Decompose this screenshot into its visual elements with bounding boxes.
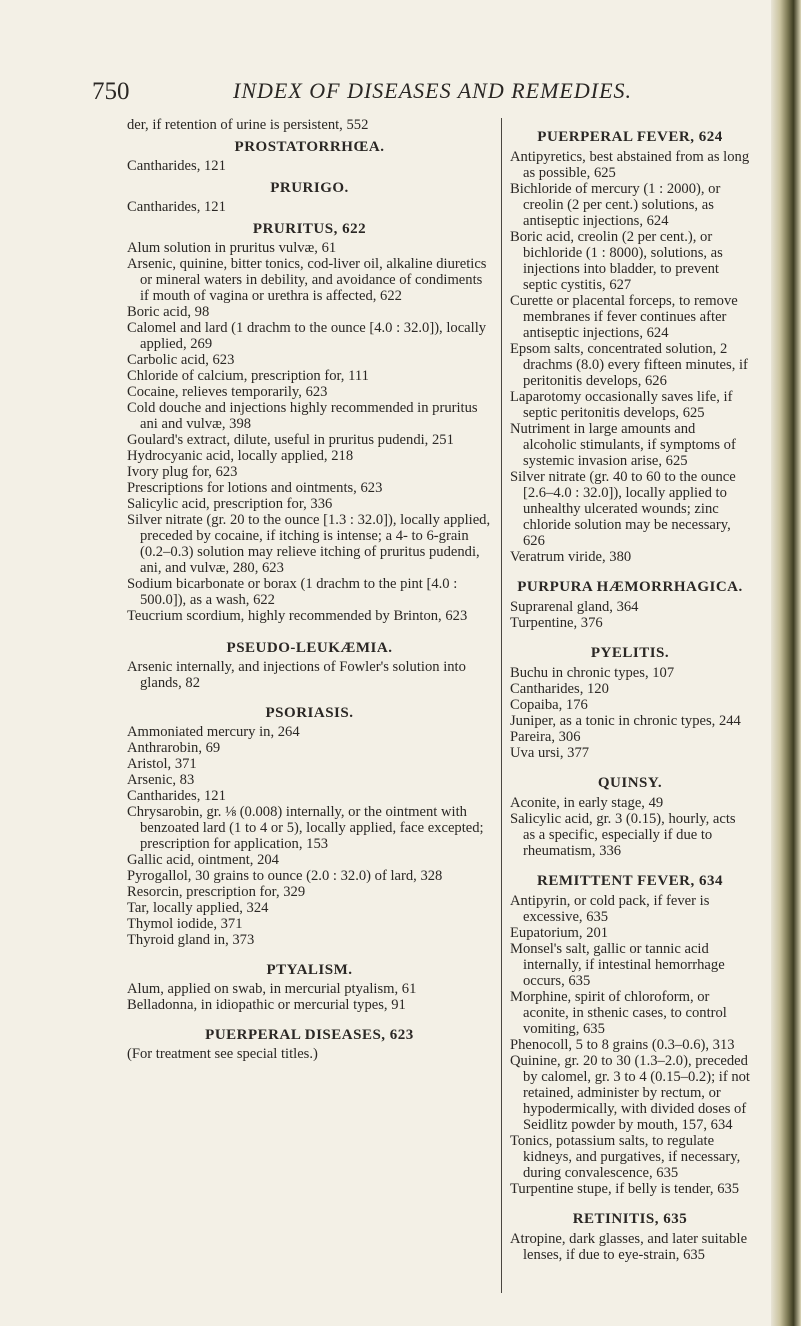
index-entry: Morphine, spirit of chloroform, or aconite, in sthenic cases, to control vomiting, 635 — [510, 989, 727, 1037]
section-heading: PRURITUS, 622 — [252, 221, 367, 237]
index-section — [510, 645, 750, 761]
left-column — [127, 117, 492, 1062]
section-heading: PTYALISM. — [266, 962, 353, 978]
index-entry: Laparotomy occasionally saves life, if septic peritonitis develops, 625 — [510, 389, 733, 421]
index-section — [127, 221, 492, 624]
index-entry: Antipyrin, or cold pack, if fever is excessive, 635 — [510, 893, 710, 925]
index-entry: Epsom salts, concentrated solution, 2 drachms (8.0) every fifteen minutes, if peritonitis develops, 626 — [510, 341, 748, 389]
section-heading: PUERPERAL DISEASES, 623 — [205, 1027, 414, 1043]
index-entry: Pareira, 306 — [510, 729, 581, 745]
index-entry: Quinine, gr. 20 to 30 (1.3–2.0), preceded by calomel, gr. 3 to 4 (0.15–0.2); if not retained, administer by rectum, or hypodermically, with divided doses of Seidlitz powder by mouth, 157, 634 — [510, 1053, 750, 1133]
index-entry: Curette or placental forceps, to remove membranes if fever continues after antiseptic injections, 624 — [510, 293, 738, 341]
index-entry: Phenocoll, 5 to 8 grains (0.3–0.6), 313 — [510, 1037, 735, 1053]
index-section — [127, 1027, 492, 1062]
index-section — [127, 180, 492, 215]
index-entry: Belladonna, in idiopathic or mercurial types, 91 — [127, 997, 406, 1013]
page-edge-shadow — [771, 0, 801, 1326]
index-entry: Salicylic acid, gr. 3 (0.15), hourly, acts as a specific, especially if due to rheumatism, 336 — [510, 811, 736, 859]
section-heading: PURPURA HÆMORRHAGICA. — [517, 579, 743, 595]
index-entry: Antipyretics, best abstained from as long as possible, 625 — [510, 149, 750, 181]
index-section — [127, 640, 492, 691]
index-section — [510, 873, 750, 1197]
section-heading: PROSTATORRHŒA. — [234, 139, 385, 155]
section-heading: QUINSY. — [597, 775, 663, 791]
index-entry: Prescriptions for lotions and ointments, 623 — [127, 480, 383, 496]
index-entry: Cold douche and injections highly recommended in pruritus ani and vulvæ, 398 — [127, 400, 478, 432]
index-entry: Turpentine, 376 — [510, 615, 603, 631]
index-entry: Calomel and lard (1 drachm to the ounce [4.0 : 32.0]), locally applied, 269 — [127, 320, 487, 352]
index-entry: Gallic acid, ointment, 204 — [127, 852, 279, 868]
index-entry: Anthrarobin, 69 — [127, 740, 221, 756]
section-heading: RETINITIS, 635 — [572, 1211, 688, 1227]
section-heading: PUERPERAL FEVER, 624 — [537, 129, 723, 145]
index-entry: Aconite, in early stage, 49 — [510, 795, 664, 811]
index-entry: Arsenic, quinine, bitter tonics, cod-liver oil, alkaline diuretics or mineral waters in debility, and avoidance of condiments if mouth of vagina or urethra is affected, 622 — [127, 256, 487, 304]
index-entry: Cantharides, 121 — [127, 788, 226, 804]
index-entry: Hydrocyanic acid, locally applied, 218 — [127, 448, 354, 464]
index-entry: Copaiba, 176 — [510, 697, 588, 713]
index-section — [127, 117, 492, 133]
index-entry: Bichloride of mercury (1 : 2000), or creolin (2 per cent.) solutions, as antiseptic injections, 624 — [510, 181, 721, 229]
index-section — [510, 129, 750, 565]
index-section — [127, 139, 492, 174]
index-entry: Cantharides, 121 — [127, 199, 226, 215]
page-number: 750 — [92, 78, 130, 105]
index-entry: Juniper, as a tonic in chronic types, 244 — [510, 713, 741, 729]
index-entry: Cantharides, 120 — [510, 681, 609, 697]
index-entry: Thyroid gland in, 373 — [127, 932, 255, 948]
index-entry: Sodium bicarbonate or borax (1 drachm to the pint [4.0 : 500.0]), as a wash, 622 — [127, 576, 458, 608]
index-entry: Ammoniated mercury in, 264 — [127, 724, 300, 740]
section-heading: PYELITIS. — [590, 645, 670, 661]
index-entry: Uva ursi, 377 — [510, 745, 590, 761]
section-heading: PRURIGO. — [270, 180, 349, 196]
index-entry: Silver nitrate (gr. 40 to 60 to the ounce [2.6–4.0 : 32.0]), locally applied to unhealthy ulcerated wounds; zinc chloride solution may be necessary, 626 — [510, 469, 736, 549]
index-entry: Carbolic acid, 623 — [127, 352, 235, 368]
section-heading: REMITTENT FEVER, 634 — [536, 873, 723, 889]
column-divider — [501, 118, 502, 1293]
running-title: INDEX OF DISEASES AND REMEDIES. — [233, 78, 633, 103]
index-entry: Tonics, potassium salts, to regulate kidneys, and purgatives, if necessary, during convalescence, 635 — [510, 1133, 741, 1181]
index-entry: Silver nitrate (gr. 20 to the ounce [1.3 : 32.0]), locally applied, preceded by cocaine, if itching is intense; a 4- to 6-grain (0.2–0.3) solution may relieve itching of pruritus pudendi, ani, and vulvæ, 280, 623 — [127, 512, 491, 576]
index-entry: Buchu in chronic types, 107 — [510, 665, 675, 681]
index-entry: (For treatment see special titles.) — [127, 1046, 318, 1062]
index-entry: Ivory plug for, 623 — [127, 464, 238, 480]
section-heading: PSORIASIS. — [265, 705, 354, 721]
index-entry: Alum, applied on swab, in mercurial ptyalism, 61 — [127, 981, 417, 997]
index-section — [127, 705, 492, 948]
index-section — [510, 1211, 750, 1263]
index-section — [510, 775, 750, 859]
index-section — [127, 962, 492, 1013]
index-entry: Cantharides, 121 — [127, 158, 226, 174]
index-entry: Chloride of calcium, prescription for, 111 — [127, 368, 369, 384]
index-entry: Alum solution in pruritus vulvæ, 61 — [127, 240, 337, 256]
index-entry: Cocaine, relieves temporarily, 623 — [127, 384, 328, 400]
index-entry: Suprarenal gland, 364 — [510, 599, 639, 615]
section-heading: PSEUDO-LEUKÆMIA. — [226, 640, 393, 656]
index-entry: Boric acid, creolin (2 per cent.), or bichloride (1 : 8000), solutions, as injections into bladder, to prevent septic cystitis, 627 — [510, 229, 723, 293]
index-entry: Arsenic internally, and injections of Fowler's solution into glands, 82 — [127, 659, 466, 691]
index-entry: Atropine, dark glasses, and later suitable lenses, if due to eye-strain, 635 — [510, 1231, 748, 1263]
index-section — [510, 579, 750, 631]
index-entry: der, if retention of urine is persistent, 552 — [127, 117, 369, 133]
index-entry: Tar, locally applied, 324 — [127, 900, 269, 916]
index-entry: Turpentine stupe, if belly is tender, 635 — [510, 1181, 740, 1197]
index-entry: Chrysarobin, gr. ⅛ (0.008) internally, or the ointment with benzoated lard (1 to 4 or 5), locally applied, face excepted; prescription for application, 153 — [127, 804, 484, 852]
index-entry: Aristol, 371 — [127, 756, 197, 772]
right-column — [510, 117, 750, 1263]
page-header — [0, 78, 770, 114]
index-entry: Resorcin, prescription for, 329 — [127, 884, 306, 900]
index-entry: Boric acid, 98 — [127, 304, 210, 320]
index-entry: Nutriment in large amounts and alcoholic stimulants, if symptoms of systemic invasion arise, 625 — [510, 421, 736, 469]
index-entry: Thymol iodide, 371 — [127, 916, 243, 932]
index-entry: Goulard's extract, dilute, useful in pruritus pudendi, 251 — [127, 432, 454, 448]
index-entry: Arsenic, 83 — [127, 772, 195, 788]
index-entry: Pyrogallol, 30 grains to ounce (2.0 : 32.0) of lard, 328 — [127, 868, 443, 884]
index-entry: Teucrium scordium, highly recommended by Brinton, 623 — [127, 608, 468, 624]
index-entry: Monsel's salt, gallic or tannic acid internally, if intestinal hemorrhage occurs, 635 — [510, 941, 725, 989]
index-entry: Salicylic acid, prescription for, 336 — [127, 496, 333, 512]
index-entry: Veratrum viride, 380 — [510, 549, 632, 565]
index-entry: Eupatorium, 201 — [510, 925, 609, 941]
